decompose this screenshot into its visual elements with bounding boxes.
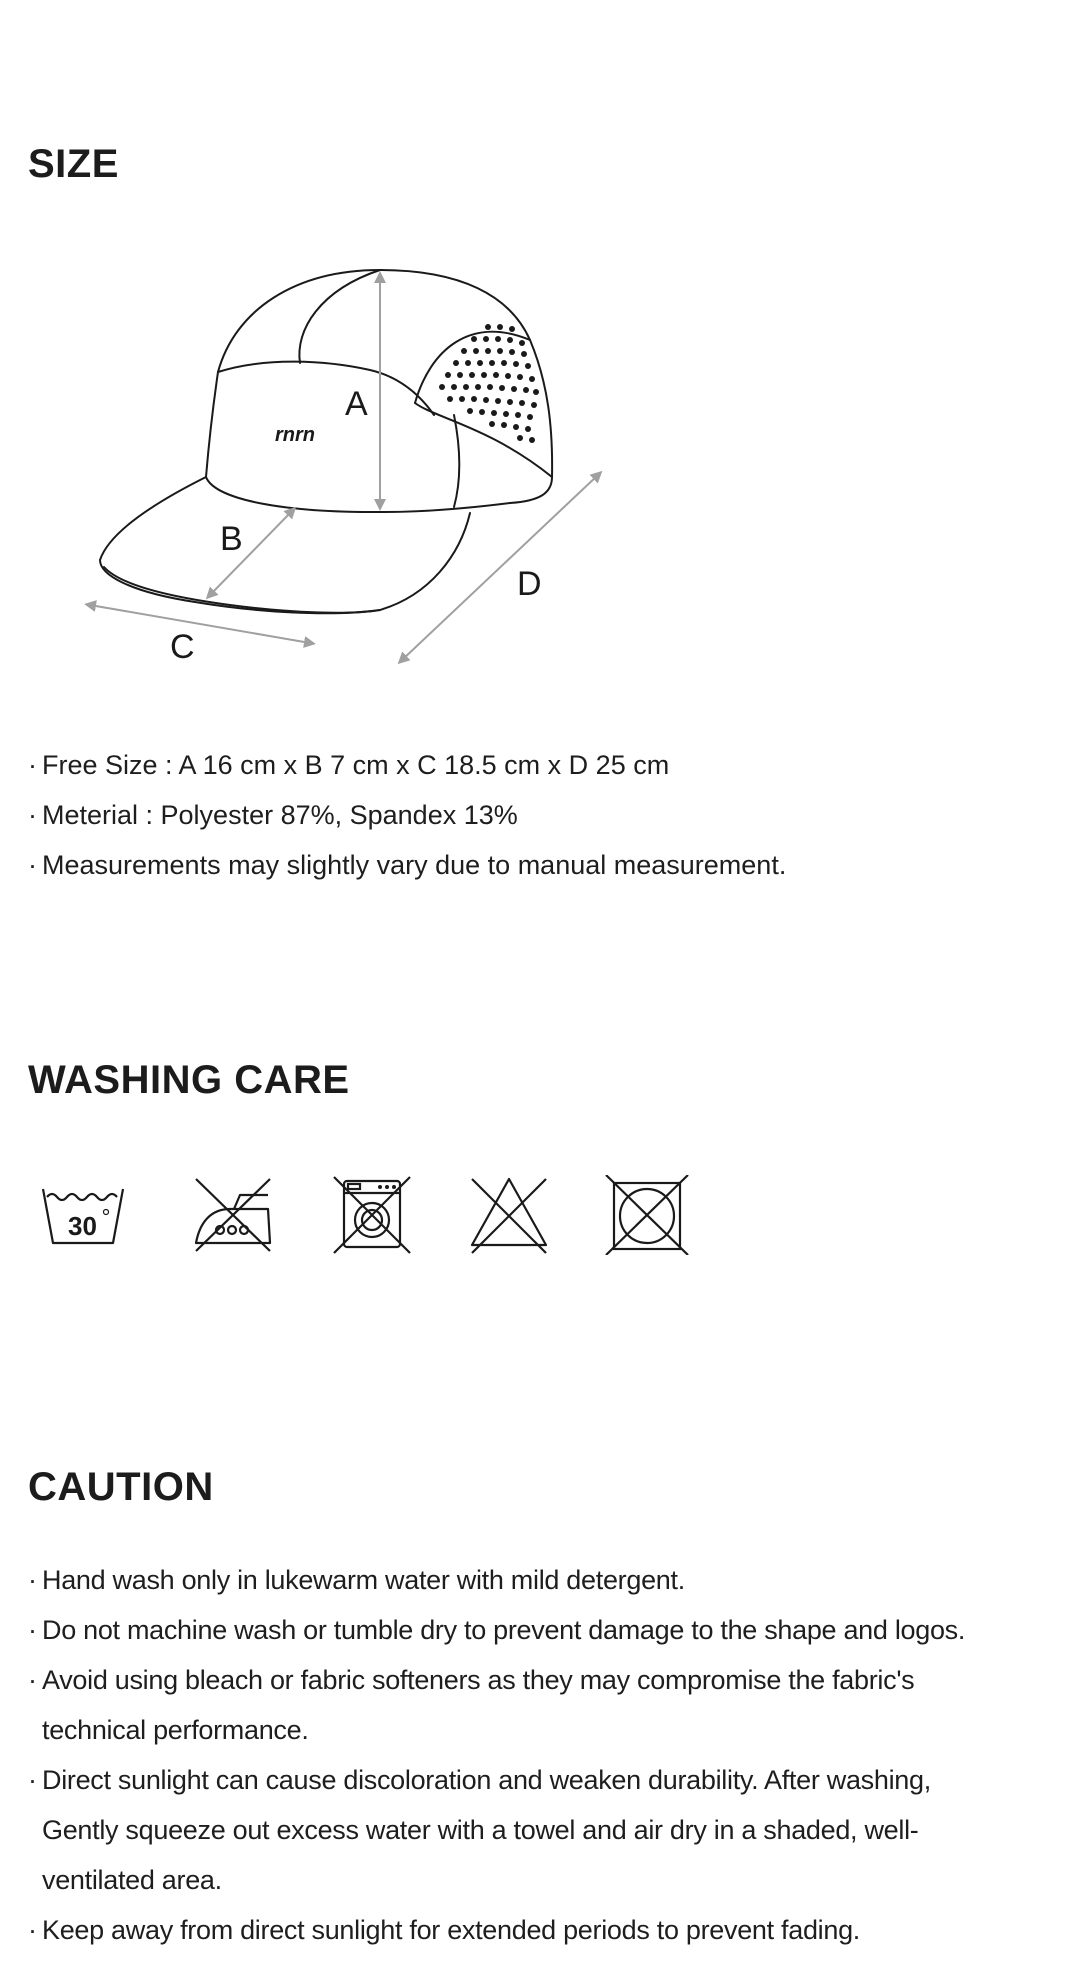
- dimension-d-line: [402, 475, 598, 660]
- cap-outline: [100, 270, 552, 613]
- spec-item: · Measurements may slightly vary due to manual measurement.: [28, 850, 787, 880]
- cap-size-diagram: [80, 255, 620, 685]
- cap-logo: rnrn: [275, 424, 315, 446]
- caution-item: · Direct sunlight can cause discoloration and weaken durability. After washing, Gently squeeze out excess water with a towel and air dry in a shaded, well-ventilated area.: [28, 1765, 931, 1895]
- do-not-bleach-icon: [466, 1175, 552, 1255]
- do-not-iron-icon: [190, 1175, 276, 1255]
- spec-item: · Meterial : Polyester 87%, Spandex 13%: [28, 800, 518, 830]
- size-spec-list: [28, 745, 786, 895]
- caution-item: · Avoid using bleach or fabric softeners as they may compromise the fabric's technical performance.: [28, 1665, 915, 1745]
- caution-item: · Do not machine wash or tumble dry to prevent damage to the shape and logos.: [28, 1615, 966, 1645]
- caution-item: · Hand wash only in lukewarm water with mild detergent.: [28, 1565, 685, 1595]
- caution-list: [28, 1555, 1058, 1955]
- dimension-d-label: D: [517, 565, 542, 603]
- spec-item: · Free Size : A 16 cm x B 7 cm x C 18.5 cm x D 25 cm: [28, 750, 670, 780]
- svg-text:30: 30: [68, 1211, 97, 1241]
- do-not-machine-wash-icon: [328, 1175, 414, 1255]
- dimension-b-label: B: [220, 520, 243, 558]
- dimension-a-label: A: [345, 385, 368, 423]
- mesh-dots: [439, 324, 539, 443]
- caution-section-title: CAUTION: [28, 1465, 214, 1509]
- size-section-title: SIZE: [28, 142, 119, 186]
- do-not-tumble-dry-icon: [604, 1175, 690, 1255]
- dimension-c-label: C: [170, 628, 195, 666]
- care-icons-row: [40, 1175, 700, 1255]
- wash-30-degrees-icon: [40, 1175, 126, 1255]
- caution-item: · Keep away from direct sunlight for extended periods to prevent fading.: [28, 1915, 860, 1945]
- washing-care-section-title: WASHING CARE: [28, 1058, 350, 1102]
